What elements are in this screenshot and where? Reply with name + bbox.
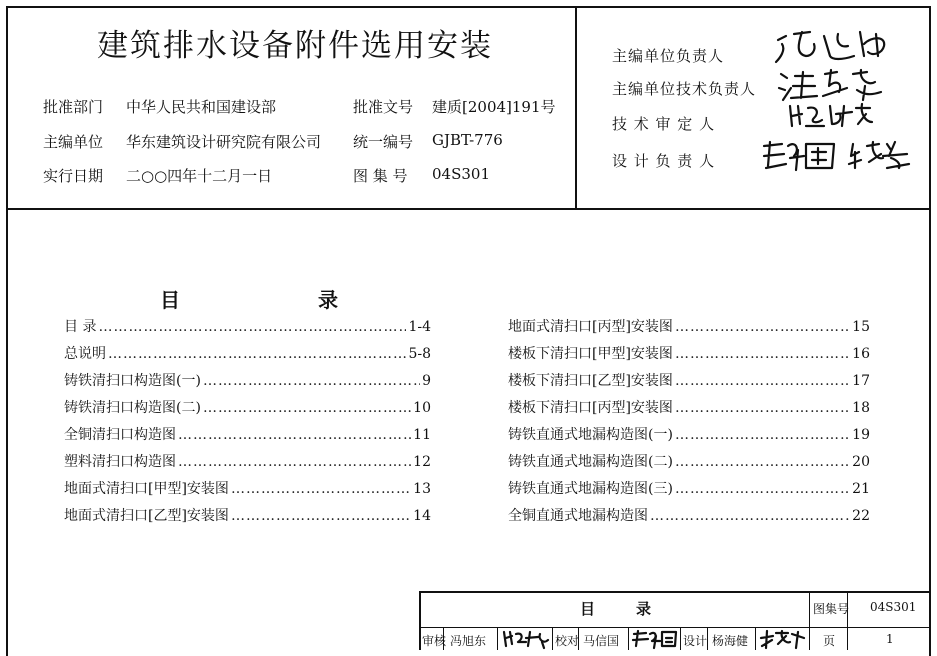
toc-entry-label: 铸铁直通式地漏构造图(二) (508, 454, 673, 470)
toc-leader-dots (675, 427, 850, 443)
toc-entry (508, 370, 870, 390)
design-name: 杨海健 (712, 634, 749, 648)
toc-entry-label: 铸铁清扫口构造图(二) (64, 400, 201, 416)
toc-entry-page: 22 (852, 508, 870, 524)
toc-leader-dots (203, 400, 411, 416)
toc-entry-page: 11 (413, 427, 431, 443)
toc-heading-right: 录 (318, 288, 338, 312)
title-block-divider (755, 627, 756, 650)
title-block-divider (809, 591, 810, 650)
effective-date-label: 实行日期 (43, 167, 104, 185)
resp-chief-technical: 主编单位技术负责人 (612, 80, 757, 98)
toc-leader-dots (675, 319, 850, 335)
toc-entry (508, 424, 870, 444)
toc-entry (508, 343, 870, 363)
review-signature (500, 628, 552, 650)
toc-entry-page: 15 (852, 319, 870, 335)
toc-entry-page: 20 (852, 454, 870, 470)
toc-entry (64, 316, 431, 336)
toc-leader-dots (675, 346, 850, 362)
toc-entry-page: 16 (852, 346, 870, 362)
review-name: 冯旭东 (450, 634, 487, 648)
approval-dept-value: 中华人民共和国建设部 (126, 98, 277, 116)
toc-entry-label: 楼板下清扫口[乙型]安装图 (508, 373, 673, 389)
toc-leader-dots (98, 319, 406, 335)
signature-chief-unit (772, 26, 902, 68)
check-signature (630, 628, 680, 650)
title-block-title-right: 录 (636, 600, 652, 618)
toc-entry-page: 1-4 (408, 319, 431, 335)
atlas-title: 建筑排水设备附件选用安装 (97, 28, 493, 64)
signature-design-lead-2 (847, 138, 917, 172)
toc-entry (64, 478, 431, 498)
toc-entry-page: 10 (413, 400, 431, 416)
title-block-title-left: 目 (580, 600, 596, 618)
toc-leader-dots (203, 373, 420, 389)
check-name: 马信国 (583, 634, 620, 648)
toc-entry (64, 451, 431, 471)
toc-entry-page: 18 (852, 400, 870, 416)
atlas-no-label: 图 集 号 (353, 167, 408, 185)
toc-heading-left: 目 (160, 288, 180, 312)
toc-entry-label: 地面式清扫口[丙型]安装图 (508, 319, 673, 335)
toc-entry-page: 14 (413, 508, 431, 524)
toc-entry-label: 地面式清扫口[乙型]安装图 (64, 508, 229, 524)
toc-entry (64, 424, 431, 444)
title-block-atlas-value: 04S301 (870, 600, 917, 614)
toc-entry-page: 17 (852, 373, 870, 389)
toc-leader-dots (178, 427, 411, 443)
resp-design-lead: 设 计 负 责 人 (612, 152, 716, 170)
editor-unit-label: 主编单位 (43, 133, 104, 151)
approval-doc-value: 建质[2004]191号 (432, 98, 556, 116)
toc-entry (508, 316, 870, 336)
toc-entry-page: 5-8 (408, 346, 431, 362)
toc-entry-label: 铸铁直通式地漏构造图(三) (508, 481, 673, 497)
effective-date-value: 二○○四年十二月一日 (126, 167, 273, 185)
header-divider (6, 208, 931, 210)
toc-leader-dots (231, 481, 411, 497)
design-label: 设计 (683, 634, 708, 648)
toc-entry-page: 9 (422, 373, 431, 389)
title-block-divider (680, 627, 681, 650)
toc-entry-label: 铸铁直通式地漏构造图(一) (508, 427, 673, 443)
toc-entry (508, 505, 870, 525)
header-column-divider (575, 6, 577, 208)
signature-design-lead-1 (760, 136, 840, 174)
toc-entry-page: 21 (852, 481, 870, 497)
signature-technical-approver (786, 100, 876, 132)
page-number: 1 (886, 632, 894, 646)
atlas-no-value: 04S301 (432, 165, 490, 183)
title-block-divider (628, 627, 629, 650)
title-block-atlas-label: 图集号 (813, 602, 850, 616)
toc-entry-label: 全铜直通式地漏构造图 (508, 508, 648, 524)
toc-entry-label: 地面式清扫口[甲型]安装图 (64, 481, 229, 497)
signature-chief-technical (777, 66, 887, 104)
toc-leader-dots (108, 346, 406, 362)
toc-entry-label: 塑料清扫口构造图 (64, 454, 176, 470)
toc-leader-dots (650, 508, 850, 524)
toc-entry-page: 12 (413, 454, 431, 470)
review-label: 审核 (422, 634, 447, 648)
toc-leader-dots (675, 400, 850, 416)
toc-entry-label: 目 录 (64, 319, 97, 335)
toc-entry-label: 楼板下清扫口[甲型]安装图 (508, 346, 673, 362)
toc-leader-dots (178, 454, 411, 470)
toc-entry-label: 全铜清扫口构造图 (64, 427, 176, 443)
toc-entry-page: 19 (852, 427, 870, 443)
page-label: 页 (823, 634, 836, 648)
toc-entry-label: 铸铁清扫口构造图(一) (64, 373, 201, 389)
toc-leader-dots (675, 454, 850, 470)
resp-technical-approver: 技 术 审 定 人 (612, 115, 716, 133)
toc-entry (508, 451, 870, 471)
approval-dept-label: 批准部门 (43, 98, 104, 116)
editor-unit-value: 华东建筑设计研究院有限公司 (126, 133, 322, 151)
toc-entry-page: 13 (413, 481, 431, 497)
toc-leader-dots (675, 481, 850, 497)
resp-chief-unit: 主编单位负责人 (612, 47, 725, 65)
title-block-divider (552, 627, 553, 650)
toc-entry (64, 397, 431, 417)
toc-entry (508, 478, 870, 498)
unified-no-label: 统一编号 (353, 133, 414, 151)
toc-entry-label: 楼板下清扫口[丙型]安装图 (508, 400, 673, 416)
check-label: 校对 (555, 634, 580, 648)
design-signature (758, 628, 808, 650)
toc-entry (64, 505, 431, 525)
approval-doc-label: 批准文号 (353, 98, 414, 116)
title-block-divider (497, 627, 498, 650)
title-block-divider (707, 627, 708, 650)
toc-entry (64, 370, 431, 390)
toc-leader-dots (675, 373, 850, 389)
toc-entry (508, 397, 870, 417)
toc-entry (64, 343, 431, 363)
unified-no-value: GJBT-776 (432, 131, 503, 149)
toc-entry-label: 总说明 (64, 346, 106, 362)
toc-leader-dots (231, 508, 411, 524)
